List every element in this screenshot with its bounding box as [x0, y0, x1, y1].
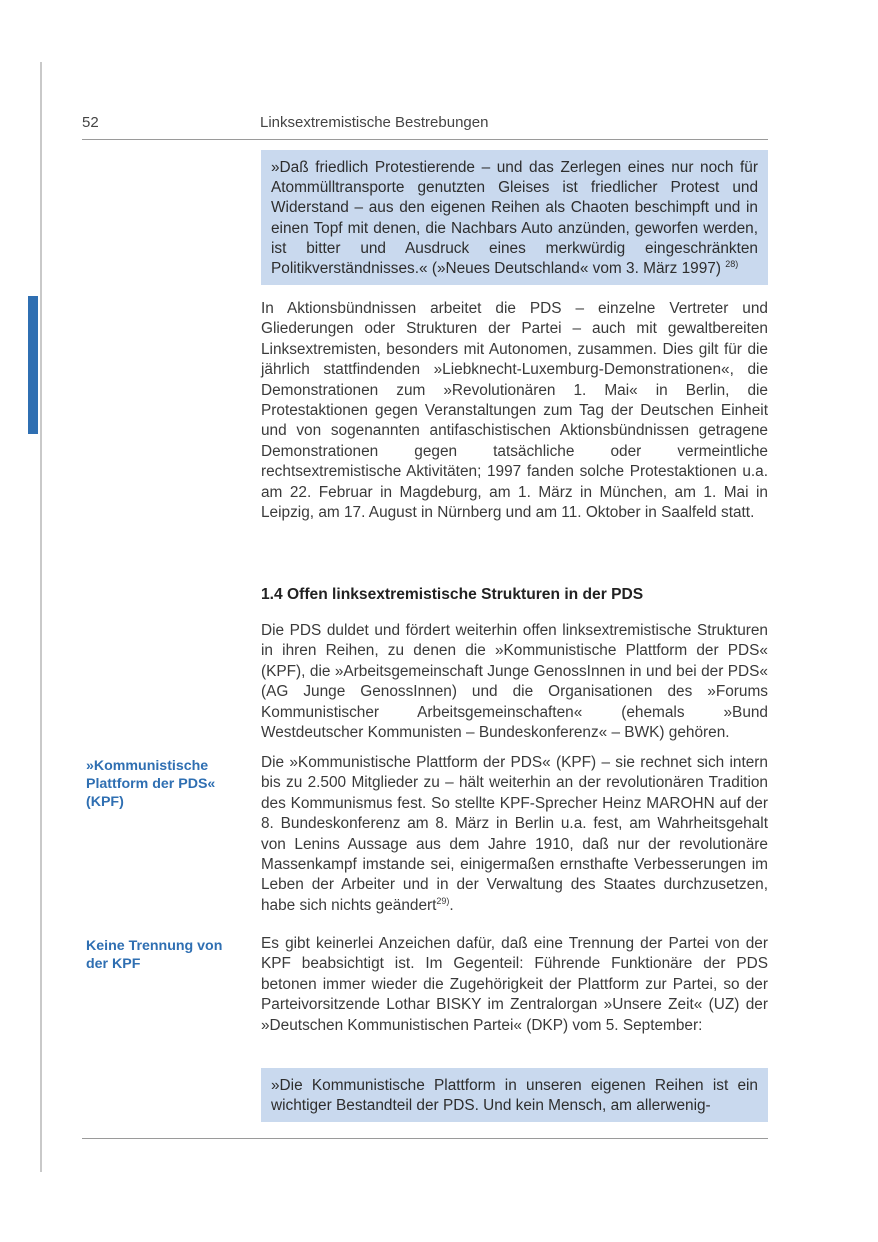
running-title: Linksextremistische Bestrebungen	[260, 114, 489, 131]
chapter-tab-marker	[28, 296, 38, 434]
quote-box-1	[261, 150, 768, 285]
paragraph-kpf	[261, 753, 768, 916]
paragraph-structures	[261, 621, 768, 743]
header-rule	[82, 139, 768, 140]
quote-2-text: »Die Kommunistische Plattform in unseren eigenen Reihen ist ein wichtiger Bestandteil der PDS. Und kein Mensch, am allerwenig-	[271, 1077, 758, 1115]
paragraph-4: Es gibt keinerlei Anzeichen dafür, daß eine Trennung der Partei von der KPF beabsichtigt ist. Im Gegenteil: Führende Funktionäre der PDS betonen immer wieder die Zugehörigkeit der Plattform zur Partei, so der Parteivorsitzende Lothar BISKY im Zentralorgan »Unsere Zeit« (UZ) der »Deutschen Kommunistischen Partei« (DKP) vom 5. September:	[261, 935, 768, 1034]
quote-box-2	[261, 1068, 768, 1122]
paragraph-2: Die PDS duldet und fördert weiterhin offen linksextremistische Strukturen in ihren Reihen, zu denen die »Kommunistische Plattform der PDS« (KPF), die »Arbeitsgemeinschaft Junge GenossInnen in und bei der PDS« (AG Junge GenossInnen) und die Organisationen des »Forums Kommunistischer Arbeitsgemeinschaften« (ehemals »Bund Westdeutscher Kommunisten – Bundeskonferenz« – BWK) gehören.	[261, 622, 768, 742]
paragraph-no-separation	[261, 934, 768, 1036]
footer-rule	[82, 1138, 768, 1139]
paragraph-3	[261, 753, 768, 916]
paragraph-1: In Aktionsbündnissen arbeitet die PDS – einzelne Vertreter und Gliederungen oder Strukturen der Partei – auch mit gewaltbereiten Linksextremisten, besonders mit Autonomen, zusammen. Dies gilt für die jährlich stattfindenden »Liebknecht-Luxemburg-Demonstrationen«, die Demonstrationen zum »Revolutionären 1. Mai« in Berlin, die Protestaktionen gegen Veranstaltungen zum Tag der Deutschen Einheit und von sogenannten antifaschistischen Aktionsbündnissen getragene Demonstrationen gegen tatsächliche oder vermeintliche rechtsextremistische Aktivitäten; 1997 fanden solche Protestaktionen u.a. am 22. Februar in Magdeburg, am 1. März in München, am 1. Mai in Leipzig, am 17. August in Nürnberg und am 11. Oktober in Saalfeld statt.	[261, 300, 768, 522]
paragraph-3-end: .	[449, 896, 454, 914]
page-number: 52	[82, 114, 99, 131]
section-heading: 1.4 Offen linksextremistische Strukturen in der PDS	[261, 586, 644, 603]
page-edge	[40, 62, 42, 1172]
footnote-ref-29: 29)	[436, 895, 450, 906]
margin-note-kpf: »Kommunistische Plattform der PDS« (KPF)	[86, 758, 216, 810]
paragraph-alliances	[261, 299, 768, 523]
paragraph-3-text: Die »Kommunistische Plattform der PDS« (KPF) – sie rechnet sich intern bis zu 2.500 Mitglieder zu – hält weiterhin an der revolutionären Tradition des Kommunismus fest. So stellte KPF-Sprecher Heinz MAROHN auf der 8. Bundeskonferenz am 8. März in Berlin u.a. fest, am Wahrheitsgehalt von Lenins Aussage aus dem Jahre 1910, daß nur der revolutionäre Massenkampf imstande sei, einigermaßen ernsthafte Verbesserungen im Leben der Arbeiter und in der Verwaltung des Staates durchzusetzen, habe sich nichts geändert	[261, 754, 768, 914]
footnote-ref-28: 28)	[725, 258, 739, 269]
quote-1-text: »Daß friedlich Protestierende – und das Zerlegen eines nur noch für Atommülltransporte genutzten Gleises ist friedlicher Protest und Widerstand – aus den eigenen Reihen als Chaoten beschimpft und in einen Topf mit denen, die Nachbars Auto anzünden, geworfen werden, ist bitter und Ausdruck eines merkwürdig eingeschränkten Politikverständnisses.« (»Neues Deutschland« vom 3. März 1997)	[271, 159, 758, 278]
section-heading-wrapper	[261, 586, 768, 604]
margin-note-no-separation: Keine Trennung von der KPF	[86, 938, 223, 972]
